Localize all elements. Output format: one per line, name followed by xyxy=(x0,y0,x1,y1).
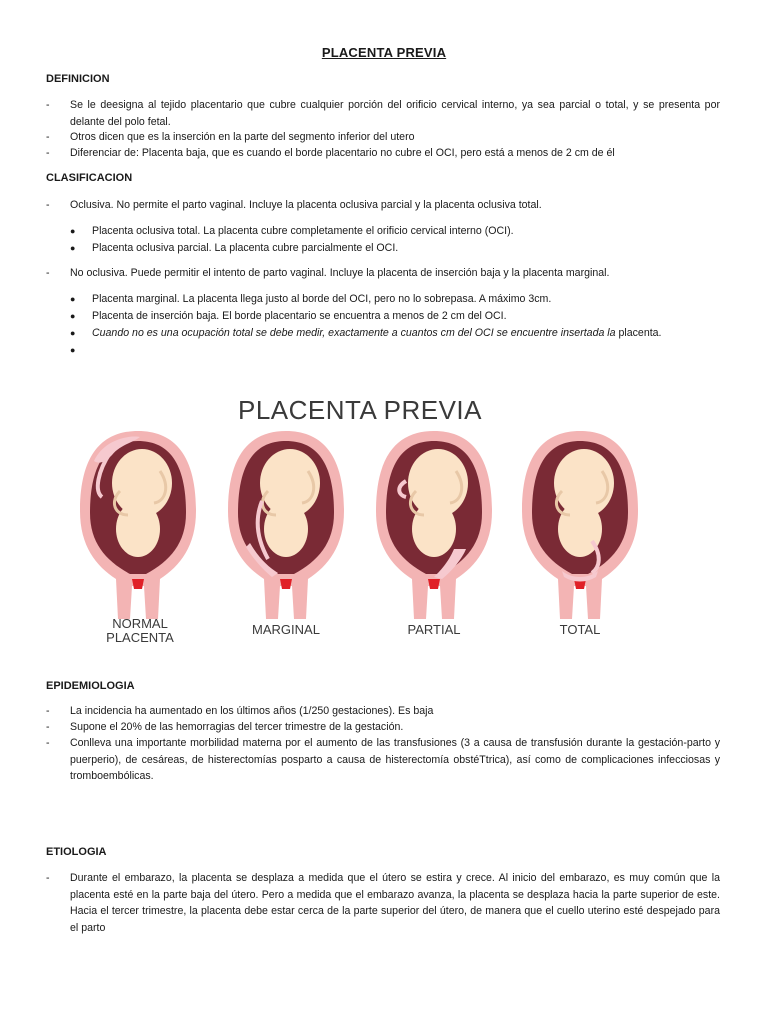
dash-marker: - xyxy=(46,99,50,111)
uterus-partial-icon xyxy=(376,431,492,619)
caption-normal: NORMAL PLACENTA xyxy=(106,616,174,645)
dash-marker: - xyxy=(46,267,50,279)
uterus-marginal-icon xyxy=(228,431,344,619)
definicion-text-1: Se le deesigna al tejido placentario que cubre cualquier porción del orificio cervical interno, ya sea parcial o total, y se presenta por delante del polo fetal. xyxy=(70,99,720,128)
epidemiologia-item-1 xyxy=(46,703,720,720)
italic-note-text: Cuando no es una ocupación total se debe medir, exactamente a cuantos cm del OCI se encuentre insertada la xyxy=(92,327,616,339)
definicion-item-1 xyxy=(46,97,720,130)
uterus-total-icon xyxy=(522,431,638,619)
clasificacion-no-oclusiva xyxy=(46,265,720,282)
dash-marker: - xyxy=(46,872,50,884)
bullet-text: Placenta oclusiva parcial. La placenta cubre parcialmente el OCI. xyxy=(92,242,399,254)
epidemiologia-text-2: Supone el 20% de las hemorragias del tercer trimestre de la gestación. xyxy=(70,721,404,733)
heading-epidemiologia: EPIDEMIOLOGIA xyxy=(46,680,135,692)
bullet-italic-note xyxy=(70,325,720,342)
heading-definicion: DEFINICION xyxy=(46,73,110,85)
bullet-marker: ● xyxy=(70,345,76,355)
clasificacion-oclusiva xyxy=(46,197,720,214)
bullet-insercion-baja xyxy=(70,308,720,325)
dash-marker: - xyxy=(46,147,50,159)
epidemiologia-text-3: Conlleva una importante morbilidad materna por el aumento de las transfusiones (3 a causa de transfusión durante la gestación-parto y puerperio), de cesáreas, de histerectomías posparto a causa de histerectomía obstéTtrica), así como de complicaciones infecciosas y tromboembólicas. xyxy=(70,737,720,782)
dash-marker: - xyxy=(46,131,50,143)
oclusiva-text: Oclusiva. No permite el parto vaginal. Incluye la placenta oclusiva parcial y la placenta oclusiva total. xyxy=(70,199,542,211)
heading-etiologia: ETIOLOGIA xyxy=(46,846,107,858)
heading-clasificacion: CLASIFICACION xyxy=(46,172,133,184)
etiologia-text-1: Durante el embarazo, la placenta se desplaza a medida que el útero se estira y crece. Al inicio del embarazo, es muy común que la placenta esté en la parte baja del útero. Pero a medida que el embarazo avanza, la placenta se desplaza hacia la parte superior de este. Hacia el tercer trimestre, la placenta debe estar cerca de la parte superior del útero, de manera que el cuello uterino esté despejado para el parto xyxy=(70,872,720,934)
placenta-previa-figure xyxy=(60,385,720,655)
document-title: PLACENTA PREVIA xyxy=(321,45,447,60)
bullet-marker: ● xyxy=(70,226,76,236)
etiologia-item-1 xyxy=(46,870,720,936)
epidemiologia-item-3 xyxy=(46,735,720,785)
dash-marker: - xyxy=(46,737,50,749)
dash-marker: - xyxy=(46,199,50,211)
bullet-text: Placenta de inserción baja. El borde placentario se encuentra a menos de 2 cm del OCI. xyxy=(92,310,507,322)
no-oclusiva-text: No oclusiva. Puede permitir el intento de parto vaginal. Incluye la placenta de inserción baja y la placenta marginal. xyxy=(70,267,610,279)
figure-title: PLACENTA PREVIA xyxy=(238,395,482,425)
uterus-normal-icon xyxy=(80,431,196,619)
epidemiologia-item-2 xyxy=(46,719,720,736)
bullet-text: Placenta marginal. La placenta llega justo al borde del OCI, pero no lo sobrepasa. A máximo 3cm. xyxy=(92,293,552,305)
definicion-item-2 xyxy=(46,129,720,146)
caption-marginal: MARGINAL xyxy=(252,622,320,637)
bullet-text xyxy=(92,325,720,342)
bullet-marker: ● xyxy=(70,294,76,304)
bullet-marker: ● xyxy=(70,328,76,338)
caption-partial: PARTIAL xyxy=(407,622,461,637)
caption-total: TOTAL xyxy=(559,622,601,637)
dash-marker: - xyxy=(46,721,50,733)
definicion-text-2: Otros dicen que es la inserción en la parte del segmento inferior del utero xyxy=(70,131,415,143)
bullet-oclusiva-parcial xyxy=(70,240,720,257)
dash-marker: - xyxy=(46,705,50,717)
bullet-marker: ● xyxy=(70,311,76,321)
italic-note-end: placenta. xyxy=(618,327,662,339)
bullet-text: Placenta oclusiva total. La placenta cubre completamente el orificio cervical interno (OCI). xyxy=(92,225,514,237)
bullet-marginal xyxy=(70,291,720,308)
bullet-marker: ● xyxy=(70,243,76,253)
definicion-text-3: Diferenciar de: Placenta baja, que es cuando el borde placentario no cubre el OCI, pero está a menos de 2 cm de él xyxy=(70,147,615,159)
bullet-oclusiva-total xyxy=(70,223,720,240)
epidemiologia-text-1: La incidencia ha aumentado en los últimos años (1/250 gestaciones). Es baja xyxy=(70,705,434,717)
definicion-item-3 xyxy=(46,145,720,162)
